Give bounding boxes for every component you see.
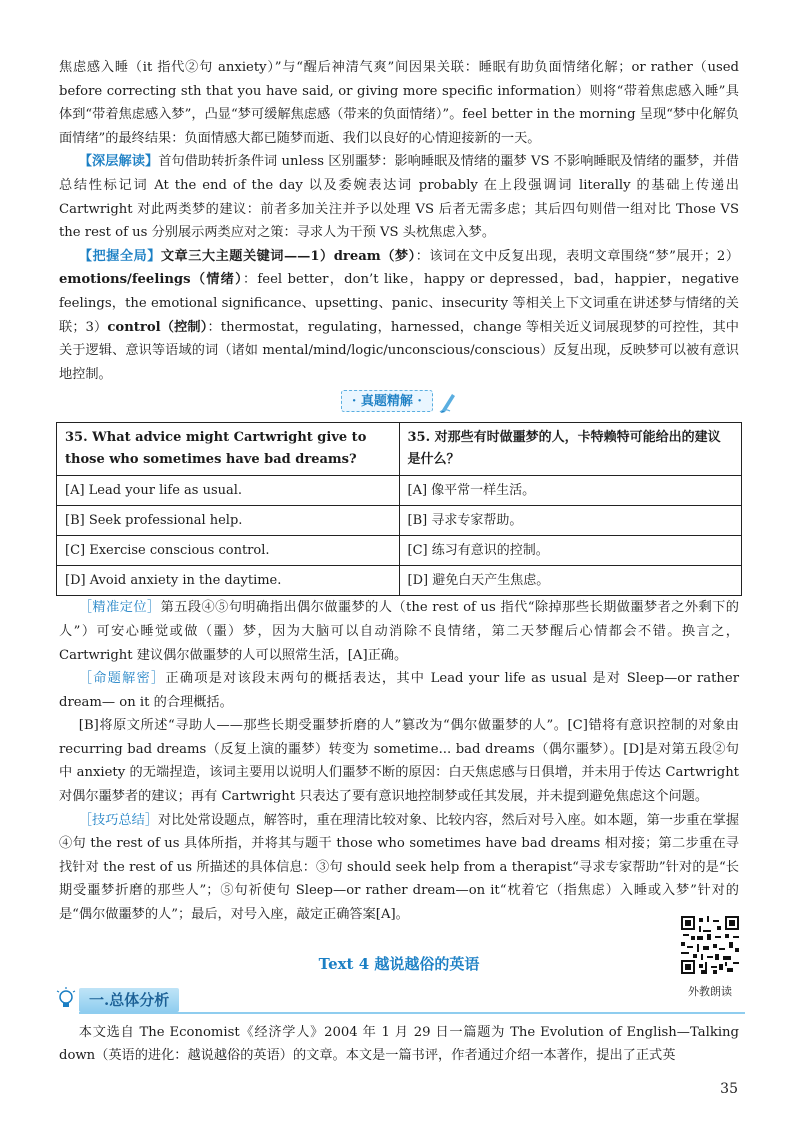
lightbulb-icon <box>55 987 77 1013</box>
qr-block[interactable] <box>679 916 741 999</box>
option-row <box>57 566 742 596</box>
skill-tag: ［技巧总结］ <box>78 812 159 828</box>
locate-paragraph <box>59 596 739 667</box>
option-zh: [A] 像平常一样生活。 <box>399 476 742 506</box>
section-rule <box>79 1012 745 1014</box>
secret-tag: ［命题解密］ <box>78 671 166 687</box>
question-stem-en: 35. What advice might Cartwright give to those who sometimes have bad dreams? <box>57 423 400 476</box>
overall-text-1: ：该词在文中反复出现，表明文章围绕“梦”展开；2） <box>415 248 740 264</box>
qr-label: 外教朗读 <box>688 984 732 998</box>
exam-badge-row <box>59 390 739 416</box>
question-stem-row <box>57 423 742 476</box>
page-number: 35 <box>720 1081 738 1097</box>
text4-heading: Text 4 越说越俗的英语 <box>318 954 480 973</box>
locate-text: 第五段④⑤句明确指出偶尔做噩梦的人（the rest of us 指代“除掉那些长期做噩梦者之外剩下的人”）可安心睡觉或做（噩）梦，因为大脑可以自动消除不良情绪，第二天梦醒后心情都会不错。换言之，Cartwright 建议偶尔做噩梦的人可以照常生活，[A]正确。 <box>59 600 739 663</box>
skill-text: 对比处常设题点，解答时，重在理清比较对象、比较内容，然后对号入座。如本题，第一步重在掌握④句 the rest of us 具体所指，并将其与题干 those who sometimes have bad dreams 相对接；第二步重在寻找针对 the rest of us 所描述的具体信息：③句 should seek help from a therapist“寻求专家帮助”针对的是“长期受噩梦折磨的那些人”；⑤句祈使句 Sleep—or rather dream—on it“枕着它（指焦虑）入睡或入梦”针对的是“偶尔做噩梦的人”；最后，对号入座，敲定正确答案[A]。 <box>59 812 740 923</box>
secret-text: 正确项是对该段末两句的概括表达，其中 Lead your life as usual 是对 Sleep—or rather dream— on it 的合理概括。 <box>59 671 739 710</box>
option-zh: [B] 寻求专家帮助。 <box>399 506 742 536</box>
locate-tag: ［精准定位］ <box>78 600 161 616</box>
section-header <box>59 985 739 1015</box>
deep-reading-tag: 【深层解读】 <box>78 154 159 170</box>
wrong-options-paragraph: [B]将原文所述“寻助人——那些长期受噩梦折磨的人”篡改为“偶尔做噩梦的人”。[C]错将有意识控制的对象由 recurring bad dreams（反复上演的噩梦）转变为 sometime... bad dreams（偶尔噩梦）。[D]是对第五段②句中 anxiety 的无端捏造，该词主要用以说明人们噩梦不断的原因：白天焦虑感与日俱增，并未用于传达 Cartwright 对偶尔噩梦者的建议；再有 Cartwright 只表达了要有意识地控制梦或任其发展，并未提到避免焦虑这个问题。 <box>59 718 739 805</box>
option-en: [D] Avoid anxiety in the daytime. <box>57 566 400 596</box>
skill-paragraph <box>59 809 739 927</box>
overall-keyword-3: control（控制） <box>107 319 208 335</box>
option-en: [A] Lead your life as usual. <box>57 476 400 506</box>
intro-paragraph: 焦虑感入睡（it 指代②句 anxiety）”与“醒后神清气爽”间因果关联：睡眠有助负面情绪化解；or rather（used before correcting sth that you have said, or giving more specific information）则将“带着焦虑感入睡”具体到“带着焦虑感入梦”，凸显“梦可缓解焦虑感（带来的负面情绪）”。feel better in the morning 呈现“梦中化解负面情绪”的最终结果：负面情感大都已随梦而逝、我们以良好的心情迎接新的一天。 <box>59 60 739 146</box>
secret-paragraph <box>59 667 739 714</box>
overall-text-3: ：thermostat，regulating，harnessed，change 等相关近义词展现梦的可控性，其中关于逻辑、意识等语域的词（诸如 mental/mind/logic/unconscious/conscious）反复出现，反映梦可以被有意识地控制。 <box>59 319 739 382</box>
deep-reading-text: 首句借助转折条件词 unless 区别噩梦：影响睡眠及情绪的噩梦 VS 不影响睡眠及情绪的噩梦，并借总结性标记词 At the end of the day 以及委婉表达词 probably 在上段强调词 literally 的基础上传递出 Cartwright 对此两类梦的建议：前者多加关注并予以处理 VS 后者无需多虑；其后四句则借一组对比 Those VS the rest of us 分别展示两类应对之策：寻求人为干预 VS 头枕焦虑入梦。 <box>59 154 739 241</box>
overall-text-2: ：feel better，don’t like，happy or depressed，bad，happier，negative feelings，the emotional significance、upsetting、panic、insecurity 等相关上下文词重在讲述梦与情绪的关联；3） <box>59 272 739 335</box>
question-stem-zh: 35. 对那些有时做噩梦的人，卡特赖特可能给出的建议是什么？ <box>399 423 742 476</box>
overall-lead: 文章三大主题关键词——1）dream（梦） <box>160 248 416 264</box>
content-column <box>59 56 739 1068</box>
overall-paragraph <box>59 245 739 387</box>
option-en: [B] Seek professional help. <box>57 506 400 536</box>
pen-icon <box>439 391 457 413</box>
option-zh: [C] 练习有意识的控制。 <box>399 536 742 566</box>
overall-tag: 【把握全局】 <box>78 248 161 264</box>
question-table <box>56 422 742 596</box>
overall-keyword-2: emotions/feelings（情绪） <box>59 272 243 288</box>
exam-badge: · 真题精解 · <box>341 390 433 412</box>
option-row <box>57 536 742 566</box>
section-label: 一.总体分析 <box>79 988 179 1012</box>
qr-code-icon[interactable] <box>681 916 739 974</box>
deep-reading-paragraph <box>59 150 739 244</box>
option-row <box>57 506 742 536</box>
section-paragraph: 本文选自 The Economist《经济学人》2004 年 1 月 29 日一篇题为 The Evolution of English—Talking down（英语的进化：越说越俗的英语）的文章。本文是一篇书评，作者通过介绍一本著作，提出了正式英 <box>59 1024 739 1064</box>
option-zh: [D] 避免白天产生焦虑。 <box>399 566 742 596</box>
option-row <box>57 476 742 506</box>
option-en: [C] Exercise conscious control. <box>57 536 400 566</box>
